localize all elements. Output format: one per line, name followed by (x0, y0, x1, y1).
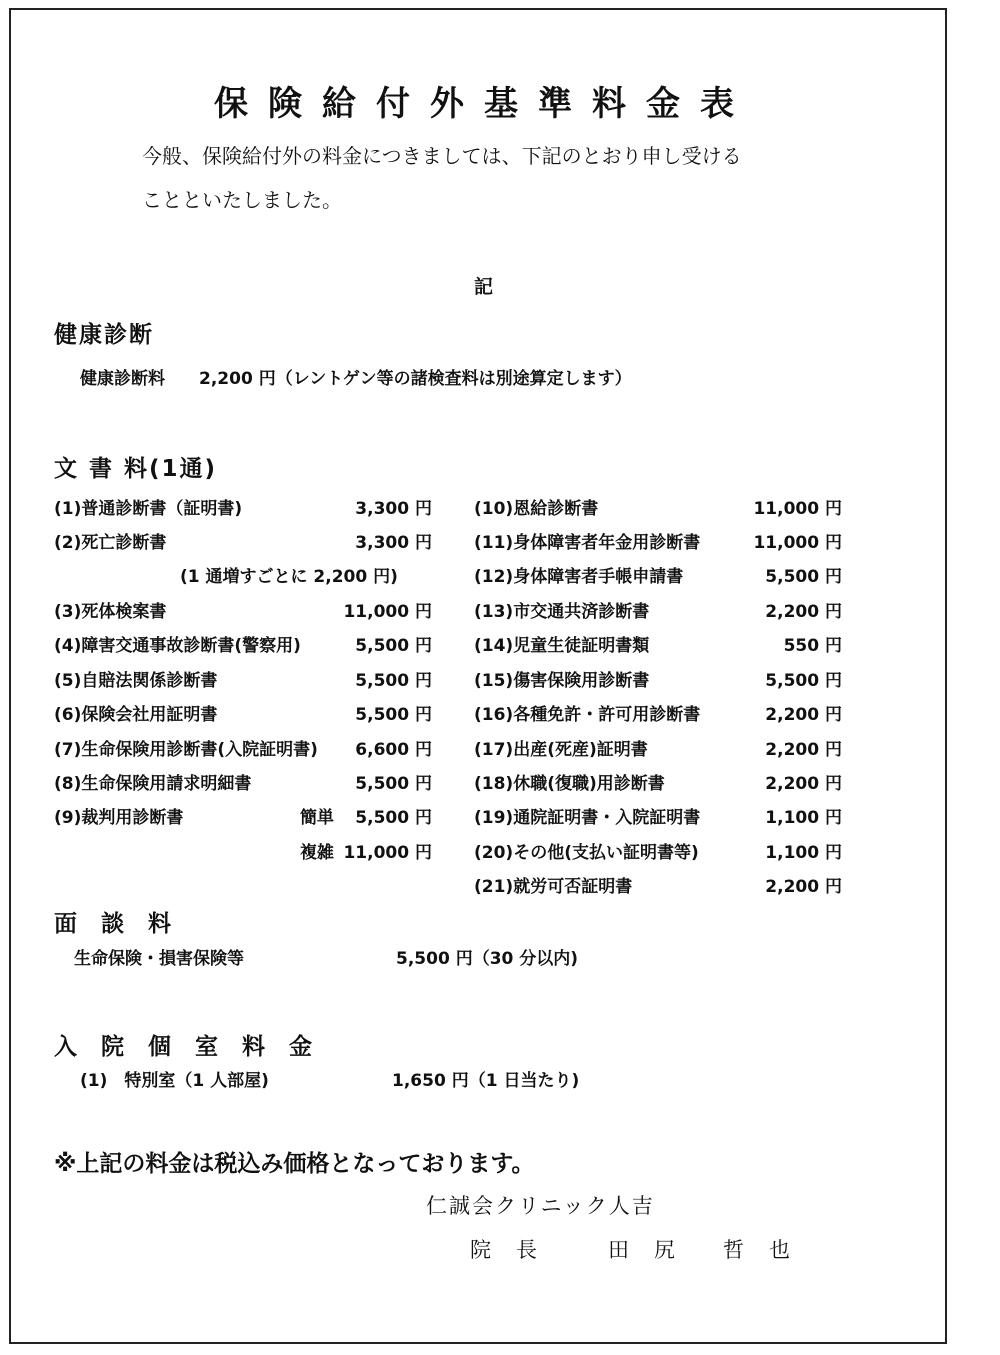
doc-name: (7)生命保険用診断書(入院証明書) (54, 740, 318, 760)
doc-name: (5)自賠法関係診断書 (54, 671, 218, 691)
doc-name: (12)身体障害者手帳申請書 (474, 567, 684, 587)
doc-row-left-6 (54, 700, 432, 728)
doc-name: (21)就労可否証明書 (474, 877, 633, 897)
doc-name: (1)普通診断書（証明書) (54, 499, 243, 519)
doc-row-right-16 (474, 700, 842, 728)
doc-name: (11)身体障害者年金用診断書 (474, 533, 701, 553)
health-heading: 健康診断 (54, 322, 154, 348)
doc-note: (1 通増すごとに 2,200 円) (180, 567, 398, 587)
doc-price: 2,200 円 (765, 602, 842, 622)
doc-price: 3,300 円 (355, 499, 432, 519)
doc-price: 5,500 円 (355, 774, 432, 794)
doc-price: 5,500 円 (765, 567, 842, 587)
room-name: (1) 特別室（1 人部屋) (80, 1071, 269, 1091)
doc-row-right-20 (474, 838, 842, 866)
doc-sub-complex: 複雑 (300, 843, 334, 863)
interview-heading: 面 談 料 (54, 911, 180, 937)
doc-name: (14)児童生徒証明書類 (474, 636, 650, 656)
doc-name: (4)障害交通事故診断書(警察用) (54, 636, 301, 656)
doc-row-right-10 (474, 494, 842, 522)
doc-row-left-1 (54, 494, 432, 522)
doc-price: 11,000 円 (343, 602, 432, 622)
doc-price: 2,200 円 (765, 877, 842, 897)
room-heading: 入 院 個 室 料 金 (54, 1034, 321, 1060)
intro-line-2: ことといたしました。 (142, 188, 342, 212)
doc-name: (19)通院証明書・入院証明書 (474, 808, 701, 828)
doc-price: 2,200 円 (765, 740, 842, 760)
doc-name: (15)傷害保険用診断書 (474, 671, 650, 691)
doc-name: (10)恩給診断書 (474, 499, 599, 519)
doc-price: 5,500 円 (355, 808, 432, 828)
doc-name: (2)死亡診断書 (54, 533, 167, 553)
doc-name: (9)裁判用診断書 (54, 808, 184, 828)
documents-heading: 文 書 料(1通) (54, 456, 218, 482)
doc-price: 5,500 円 (355, 636, 432, 656)
doc-row-right-11 (474, 528, 842, 556)
doc-name: (8)生命保険用請求明細書 (54, 774, 252, 794)
director-name: 院 長 田 尻 哲 也 (470, 1238, 792, 1262)
interview-price: 5,500 円（30 分以内) (396, 949, 579, 969)
doc-price: 2,200 円 (765, 774, 842, 794)
doc-price: 1,100 円 (765, 808, 842, 828)
intro-line-1: 今般、保険給付外の料金につきましては、下記のとおり申し受ける (142, 144, 742, 168)
doc-row-right-21 (474, 872, 842, 900)
doc-row-left-5 (54, 666, 432, 694)
doc-price: 1,100 円 (765, 843, 842, 863)
doc-row-left-4 (54, 631, 432, 659)
doc-row-right-17 (474, 735, 842, 763)
doc-name: (18)休職(復職)用診断書 (474, 774, 665, 794)
doc-name: (3)死体検案書 (54, 602, 167, 622)
ki-mark: 記 (474, 276, 494, 298)
doc-row-right-12 (474, 562, 842, 590)
doc-price: 5,500 円 (355, 671, 432, 691)
doc-price: 5,500 円 (765, 671, 842, 691)
doc-row-right-14 (474, 631, 842, 659)
doc-price: 11,000 円 (343, 843, 432, 863)
doc-name: (17)出産(死産)証明書 (474, 740, 648, 760)
doc-row-right-18 (474, 769, 842, 797)
room-price: 1,650 円（1 日当たり) (392, 1071, 580, 1091)
doc-price: 11,000 円 (753, 499, 842, 519)
doc-name: (13)市交通共済診断書 (474, 602, 650, 622)
doc-row-left-7 (54, 735, 432, 763)
doc-row-right-13 (474, 597, 842, 625)
doc-name: (20)その他(支払い証明書等) (474, 843, 699, 863)
doc-price: 3,300 円 (355, 533, 432, 553)
interview-name: 生命保険・損害保険等 (74, 949, 244, 969)
doc-row-left-note (180, 562, 432, 590)
tax-note: ※上記の料金は税込み価格となっております。 (54, 1151, 535, 1177)
doc-price: 6,600 円 (355, 740, 432, 760)
health-fee-line: 健康診断料 2,200 円（レントゲン等の諸検査料は別途算定します） (80, 369, 632, 389)
doc-price: 5,500 円 (355, 705, 432, 725)
doc-row-left-9 (54, 803, 432, 831)
clinic-name: 仁誠会クリニック人吉 (426, 1194, 655, 1218)
doc-row-left-2 (54, 528, 432, 556)
doc-row-left-8 (54, 769, 432, 797)
doc-row-right-15 (474, 666, 842, 694)
doc-price: 550 円 (783, 636, 842, 656)
doc-price: 2,200 円 (765, 705, 842, 725)
doc-row-left-3 (54, 597, 432, 625)
doc-row-right-19 (474, 803, 842, 831)
doc-sub-simple: 簡単 (300, 808, 334, 828)
doc-name: (16)各種免許・許可用診断書 (474, 705, 701, 725)
page-title: 保険給付外基準料金表 (214, 84, 754, 124)
doc-name: (6)保険会社用証明書 (54, 705, 218, 725)
doc-price: 11,000 円 (753, 533, 842, 553)
doc-row-left-10 (54, 838, 432, 866)
